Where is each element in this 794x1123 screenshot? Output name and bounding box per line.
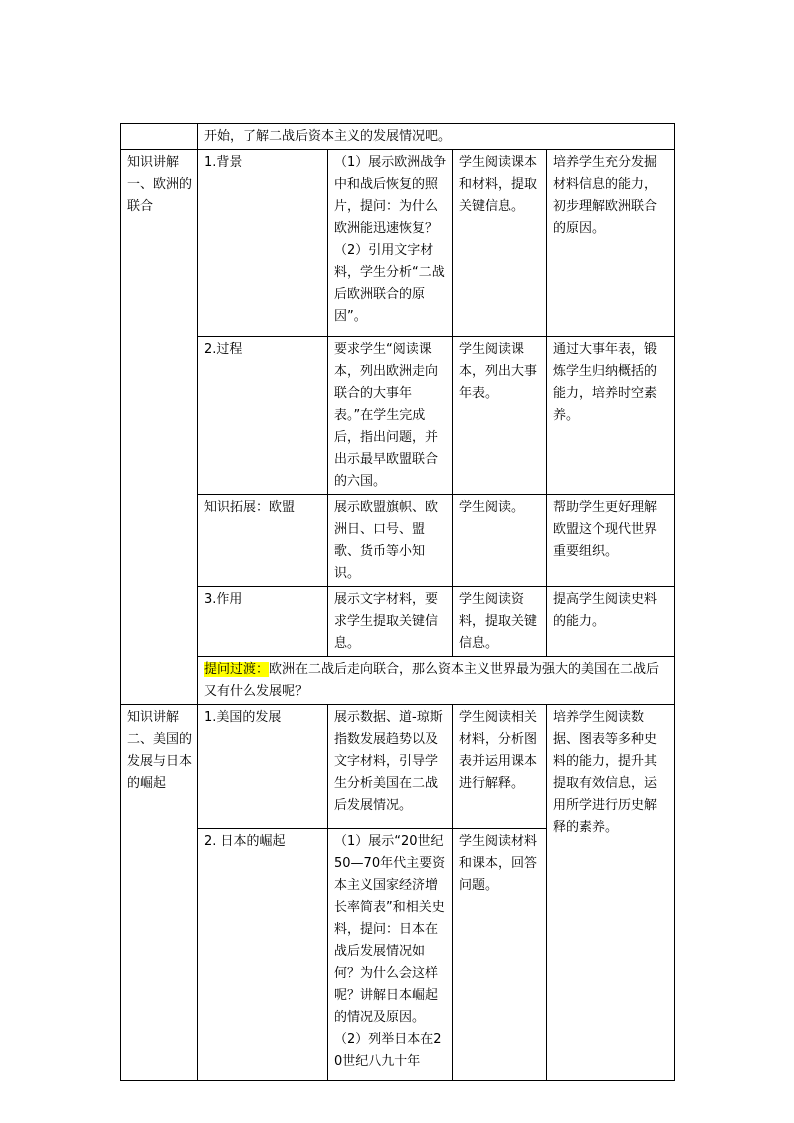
student-activity-cell: 学生阅读。 (453, 495, 547, 587)
section-title: 知识讲解一、欧洲的联合 (121, 150, 198, 705)
table-row (121, 150, 675, 337)
teacher-paragraph: （2）引用文字材料，学生分析“二战后欧洲联合的原因”。 (334, 243, 445, 324)
student-activity-cell: 学生阅读资料，提取关键信息。 (453, 587, 547, 657)
design-intent-cell: 培养学生充分发掘材料信息的能力，初步理解欧洲联合的原因。 (547, 150, 675, 337)
table-row (121, 705, 675, 829)
design-intent-cell: 帮助学生更好理解欧盟这个现代世界重要组织。 (547, 495, 675, 587)
teacher-paragraph: （2）列举日本在20世纪八九十年 (334, 1032, 442, 1069)
teacher-activity-cell: 展示欧盟旗帜、欧洲日、口号、盟歌、货币等小知识。 (328, 495, 453, 587)
section-title: 知识讲解二、美国的发展与日本的崛起 (121, 705, 198, 1081)
step-cell: 2. 日本的崛起 (198, 829, 328, 1081)
teacher-activity-cell: 展示数据、道-琼斯指数发展趋势以及文字材料，引导学生分析美国在二战后发展情况。 (328, 705, 453, 829)
transition-text: 欧洲在二战后走向联合，那么资本主义世界最为强大的美国在二战后又有什么发展呢？ (204, 662, 660, 699)
design-intent-cell: 提高学生阅读史料的能力。 (547, 587, 675, 657)
teacher-paragraph: （1）展示欧洲战争中和战后恢复的照片，提问：为什么欧洲能迅速恢复？ (334, 155, 447, 236)
table-row (121, 587, 675, 657)
intro-row (121, 124, 675, 150)
step-cell: 知识拓展：欧盟 (198, 495, 328, 587)
design-intent-cell: 通过大事年表，锻炼学生归纳概括的能力，培养时空素养。 (547, 337, 675, 495)
intro-text: 开始，了解二战后资本主义的发展情况吧。 (198, 124, 675, 150)
step-cell: 1.美国的发展 (198, 705, 328, 829)
step-cell: 3.作用 (198, 587, 328, 657)
student-activity-cell: 学生阅读课本和材料，提取关键信息。 (453, 150, 547, 337)
teacher-activity-cell: 要求学生“阅读课本，列出欧洲走向联合的大事年表。”在学生完成后，指出问题，并出示最早欧盟联合的六国。 (328, 337, 453, 495)
student-activity-cell: 学生阅读课本，列出大事年表。 (453, 337, 547, 495)
step-cell: 2.过程 (198, 337, 328, 495)
empty-cell (121, 124, 198, 150)
lesson-plan-table (120, 123, 675, 1081)
teacher-activity-cell (328, 829, 453, 1081)
transition-label: 提问过渡： (204, 662, 270, 677)
design-intent-cell: 培养学生阅读数据、图表等多种史料的能力，提升其提取有效信息，运用所学进行历史解释的素养。 (547, 705, 675, 1081)
student-activity-cell: 学生阅读材料和课本，回答问题。 (453, 829, 547, 1081)
step-cell: 1.背景 (198, 150, 328, 337)
table-row (121, 495, 675, 587)
teacher-paragraph: （1）展示“20世纪50—70年代主要资本主义国家经济增长率简表”和相关史料，提问：日本在战后发展情况如何？为什么会这样呢？讲解日本崛起的情况及原因。 (334, 834, 446, 1025)
table-row (121, 337, 675, 495)
teacher-activity-cell: 展示文字材料，要求学生提取关键信息。 (328, 587, 453, 657)
student-activity-cell: 学生阅读相关材料，分析图表并运用课本进行解释。 (453, 705, 547, 829)
transition-row (121, 657, 675, 705)
teacher-activity-cell (328, 150, 453, 337)
transition-cell (198, 657, 675, 705)
